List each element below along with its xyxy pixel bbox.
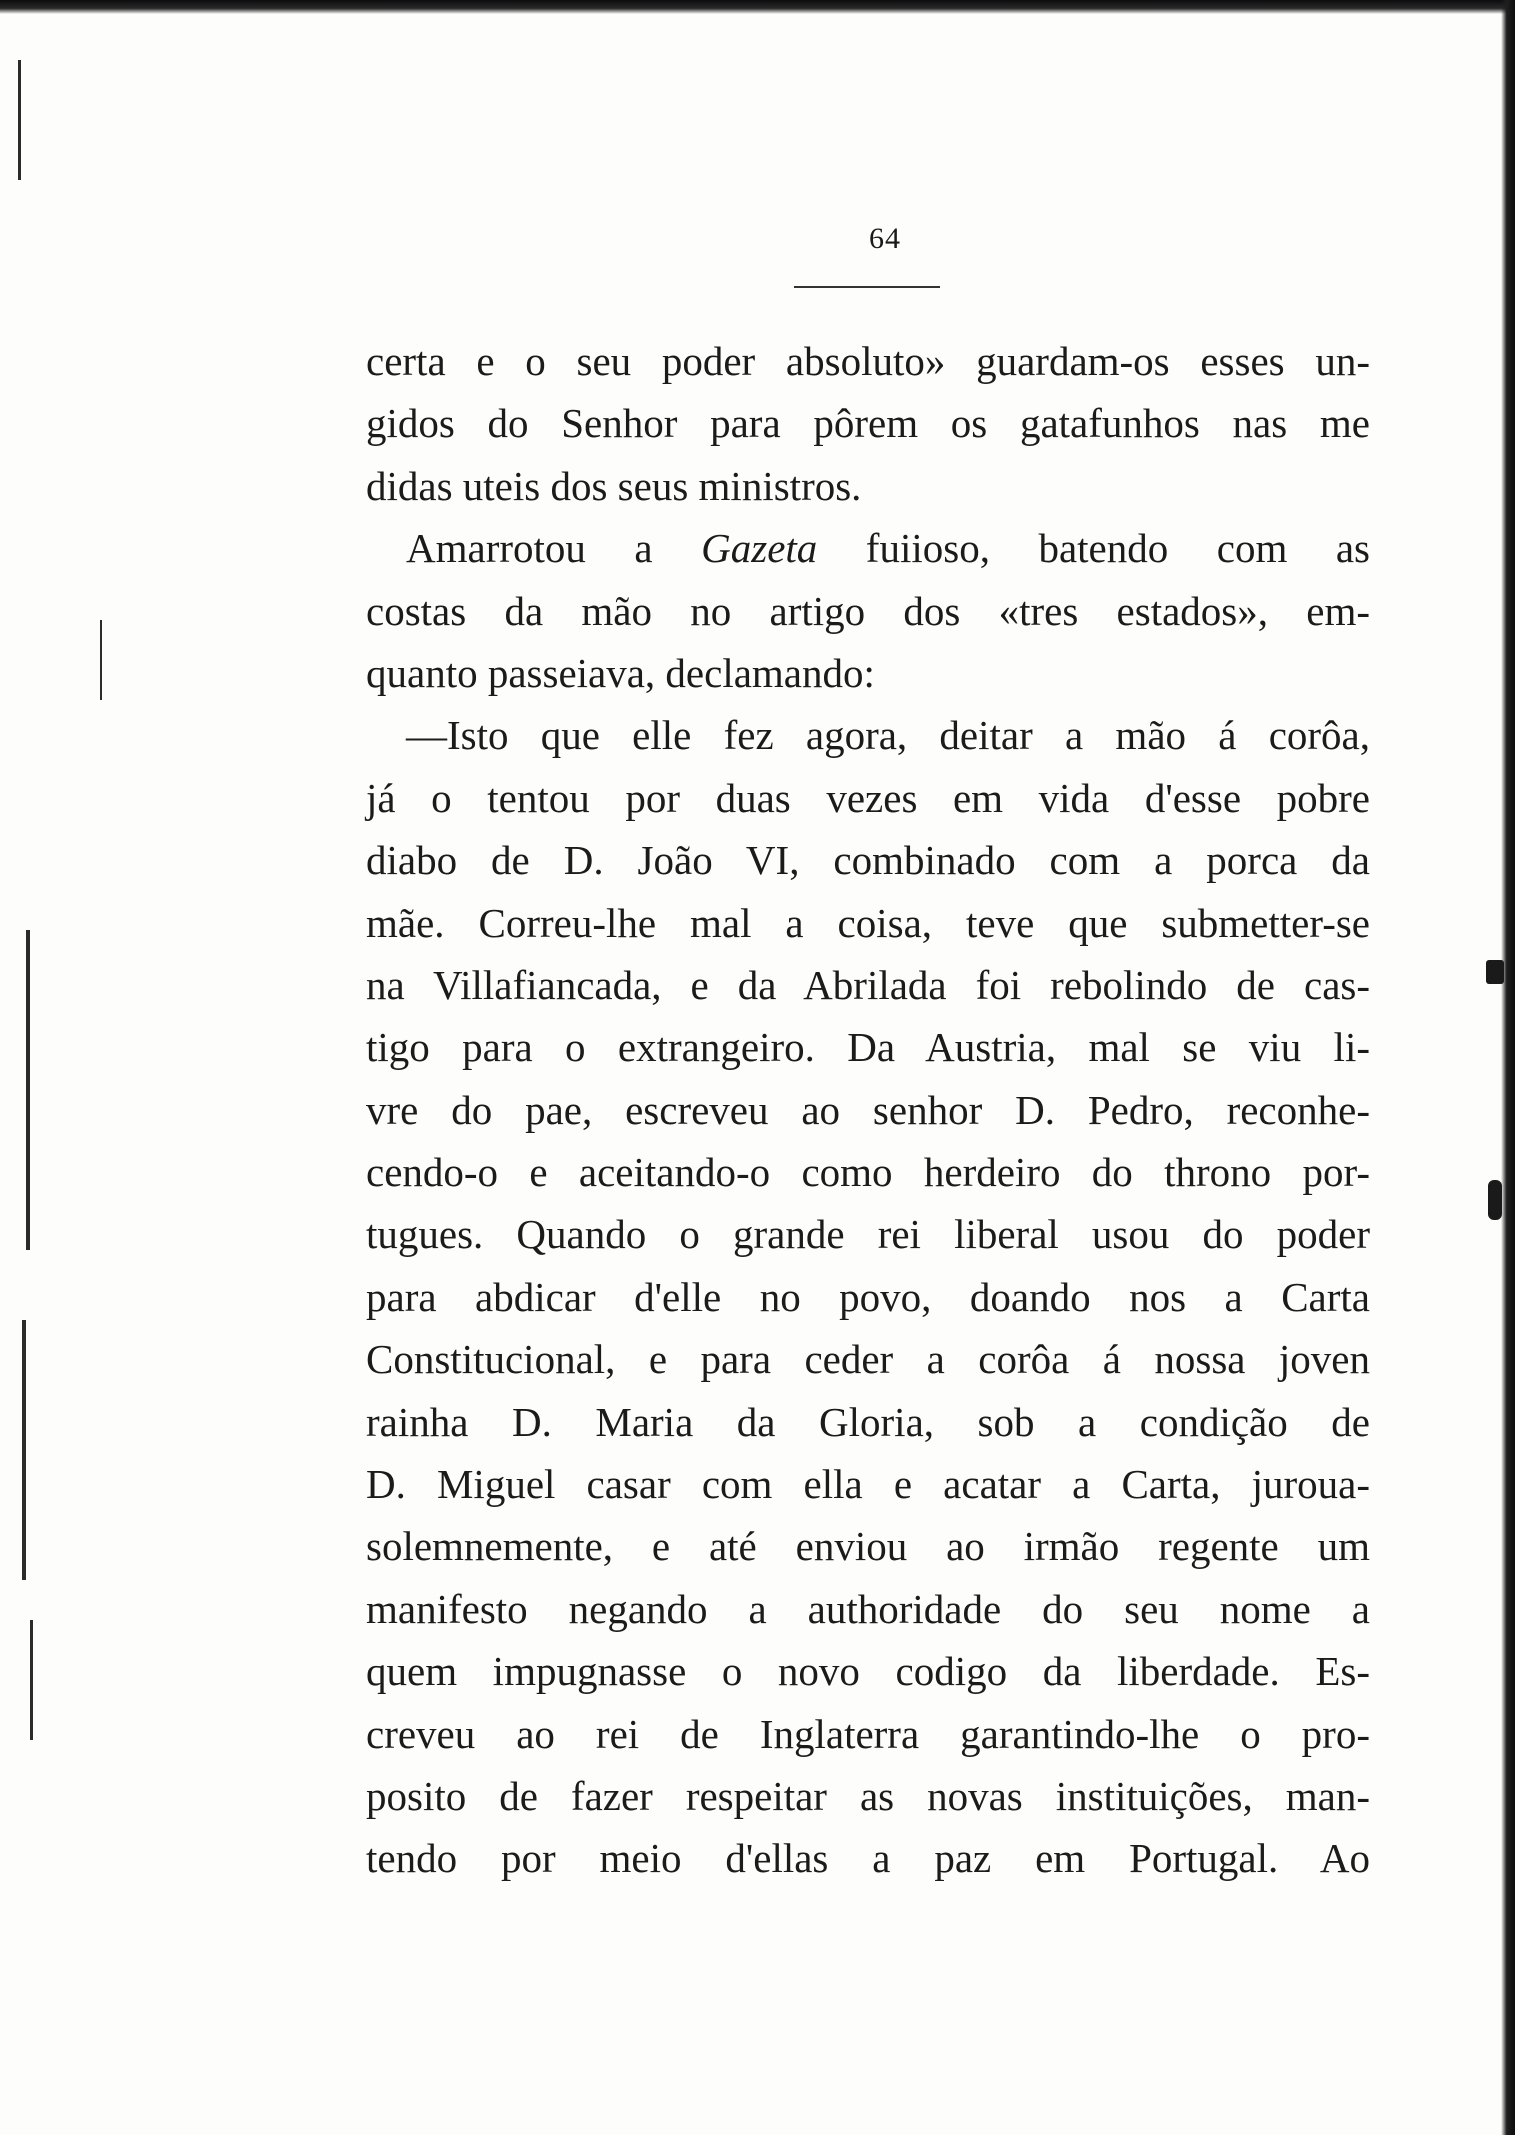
text-line: tugues. Quando o grande rei liberal usou do poder — [366, 1211, 1370, 1258]
text-fragment: Amarrotou a — [406, 525, 653, 572]
text-line: rainha D. Maria da Gloria, sob a condição de — [366, 1398, 1370, 1445]
text-line: diabo de D. João VI, combinado com a porca da — [366, 837, 1370, 884]
text-line: cendo-o e aceitando-o como herdeiro do throno por- — [366, 1149, 1370, 1196]
page-number-rule — [794, 286, 940, 288]
scan-mark — [26, 930, 30, 1250]
scan-border-right — [1501, 0, 1515, 2135]
page-number: 64 — [869, 222, 901, 255]
text-line: vre do pae, escreveu ao senhor D. Pedro, reconhe- — [366, 1086, 1370, 1133]
text-line: creveu ao rei de Inglaterra garantindo-lhe o pro- — [366, 1710, 1370, 1757]
scan-mark — [100, 620, 102, 700]
text-line: tigo para o extrangeiro. Da Austria, mal se viu li- — [366, 1024, 1370, 1071]
scan-mark — [1486, 960, 1504, 984]
scan-mark — [18, 60, 21, 180]
scan-mark — [1488, 1180, 1502, 1220]
text-line: quanto passeiava, declamando: — [366, 649, 875, 696]
text-line: Constitucional, e para ceder a corôa á nossa joven — [366, 1336, 1370, 1383]
text-line: posito de fazer respeitar as novas instituições, man- — [366, 1772, 1370, 1819]
scan-border-top — [0, 0, 1515, 14]
text-line: costas da mão no artigo dos «tres estados», em- — [366, 587, 1370, 634]
text-line: solemnemente, e até enviou ao irmão regente um — [366, 1523, 1370, 1570]
body-text — [366, 330, 1370, 1890]
text-line: D. Miguel casar com ella e acatar a Carta, juroua- — [366, 1461, 1370, 1508]
text-line: já o tentou por duas vezes em vida d'esse pobre — [366, 774, 1370, 821]
text-line: gidos do Senhor para pôrem os gatafunhos nas me — [366, 400, 1370, 447]
text-line: tendo por meio d'ellas a paz em Portugal. Ao — [366, 1835, 1370, 1882]
newspaper-title: Gazeta — [701, 525, 818, 572]
text-line: para abdicar d'elle no povo, doando nos a Carta — [366, 1273, 1370, 1320]
text-line: certa e o seu poder absoluto» guardam-os esses un- — [366, 338, 1370, 384]
text-line: mãe. Correu-lhe mal a coisa, teve que submetter-se — [366, 899, 1370, 946]
text-line: quem impugnasse o novo codigo da liberdade. Es- — [366, 1648, 1370, 1695]
text-line: didas uteis dos seus ministros. — [366, 462, 862, 509]
scan-mark — [22, 1320, 26, 1580]
text-line: na Villafiancada, e da Abrilada foi rebolindo de cas- — [366, 961, 1370, 1008]
text-line: manifesto negando a authoridade do seu nome a — [366, 1585, 1370, 1632]
text-line: —Isto que elle fez agora, deitar a mão á corôa, — [406, 712, 1370, 759]
text-line — [366, 517, 1370, 579]
text-fragment: fuiioso, batendo com as — [865, 525, 1371, 572]
scan-mark — [30, 1620, 33, 1740]
